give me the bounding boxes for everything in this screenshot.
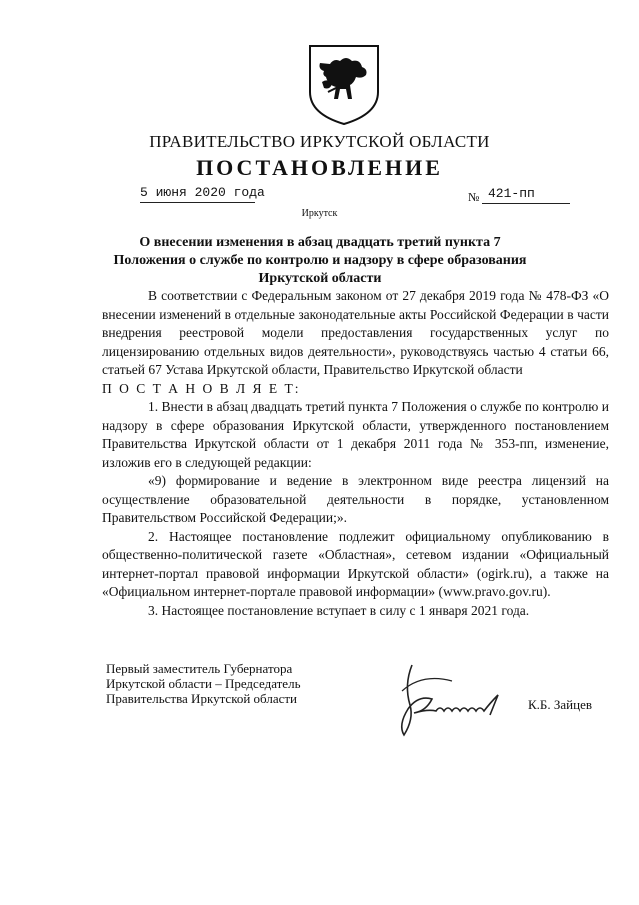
document-title: О внесении изменения в абзац двадцать третий пункта 7 Положения о службе по контролю и надзору в сфере образования Иркутской области: [113, 235, 527, 286]
document-date: 5 июня 2020 года: [140, 185, 265, 200]
preamble-paragraph: В соответствии с Федеральным законом от 27 декабря 2019 года № 478-ФЗ «О внесении изменений в отдельные законодательные акты Российской Федерации в части внедрения реестровой модели предоставления государственных услуг по лицензированию отдельных видов деятельности», руководствуясь частью 4 статьи 66, статьей 67 Устава Иркутской области, Правительство Иркутской области: [102, 288, 609, 377]
city: Иркутск: [301, 208, 338, 219]
document-body: [102, 287, 609, 620]
quote-paragraph: «9) формирование и ведение в электронном виде реестра лицензий на осуществление образовательной деятельности в порядке, установленном Правительством Российской Федерации;».: [102, 473, 609, 525]
signer-line-3: Правительства Иркутской области: [106, 691, 298, 706]
item-1-paragraph: 1. Внести в абзац двадцать третий пункта 7 Положения о службе по контролю и надзору в сфере образования Иркутской области, утвержденного постановлением Правительства Иркутской области от 1 декабря 2011 года № 353-пп, изменение, изложив его в следующей редакции:: [102, 399, 609, 470]
item-2-paragraph: 2. Настоящее постановление подлежит официальному опубликованию в общественно-политической газете «Областная», сетевом издании «Официальный интернет-портал правовой информации Иркутской области» (ogirk.ru), а также на «Официальном интернет-портале правовой информации» (www.pravo.gov.ru).: [102, 528, 609, 599]
item-3-paragraph: 3. Настоящее постановление вступает в силу с 1 января 2021 года.: [148, 602, 530, 618]
document-number: 421-пп: [488, 186, 535, 201]
signer-line-2: Иркутской области – Председатель: [106, 676, 301, 691]
resolves-heading: П О С Т А Н О В Л Я Е Т:: [102, 380, 301, 396]
organization-name: ПРАВИТЕЛЬСТВО ИРКУТСКОЙ ОБЛАСТИ: [149, 132, 490, 151]
handwritten-signature: [372, 655, 532, 745]
document-type: ПОСТАНОВЛЕНИЕ: [196, 155, 443, 180]
signer-name: К.Б. Зайцев: [528, 697, 592, 712]
number-label: №: [468, 190, 480, 204]
number-underline: [482, 203, 570, 204]
date-underline: [140, 202, 255, 203]
signer-position: [106, 661, 301, 706]
irkutsk-coat-of-arms-icon: [302, 42, 386, 126]
signer-line-1: Первый заместитель Губернатора: [106, 661, 293, 676]
